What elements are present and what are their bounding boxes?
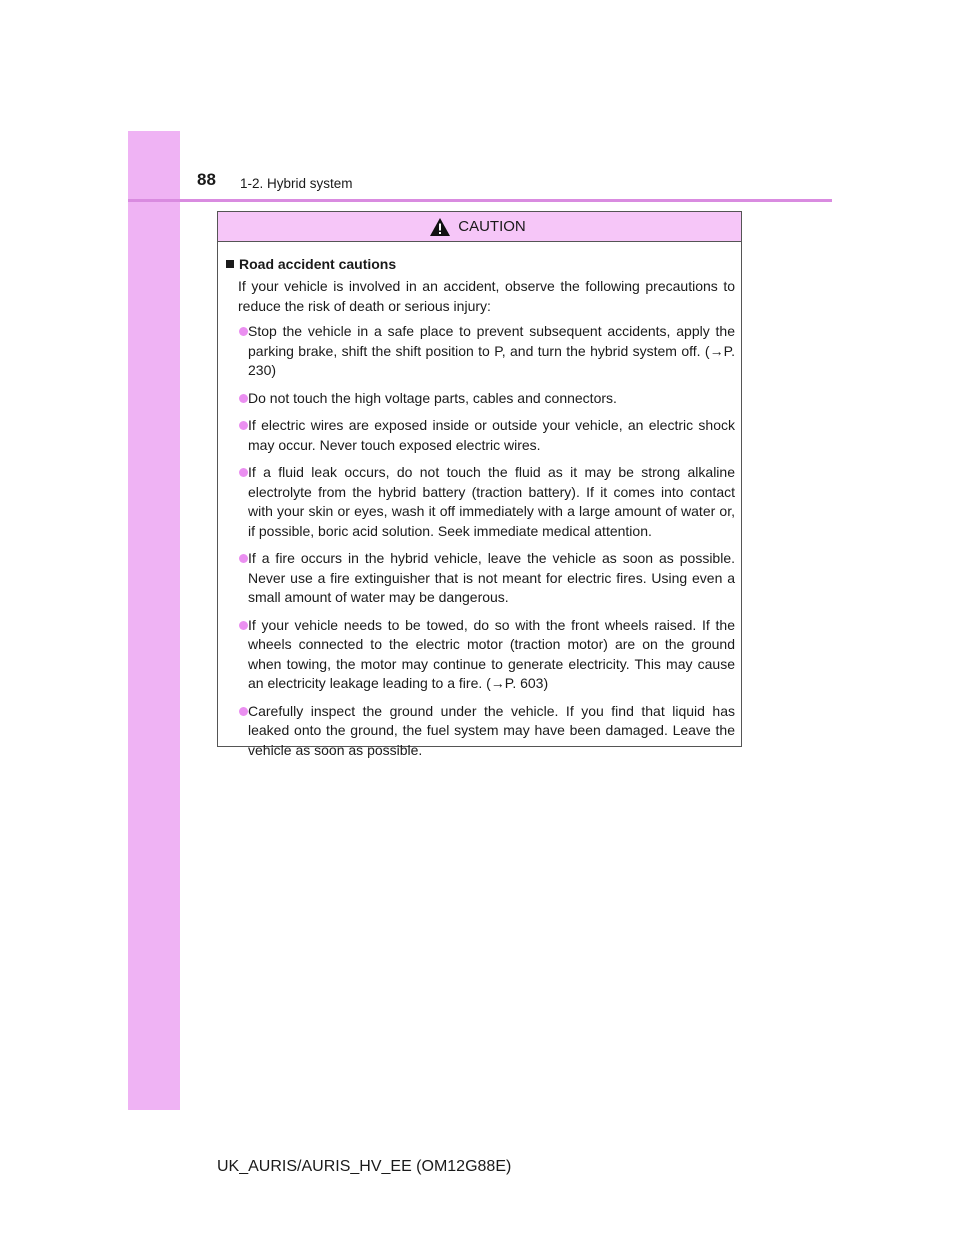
bullet-dot-icon	[239, 707, 248, 716]
caution-heading-text: Road accident cautions	[239, 256, 397, 272]
bullet-dot-icon	[239, 394, 248, 403]
bullet-dot-icon	[239, 327, 248, 336]
caution-box	[217, 211, 742, 758]
bullet-text: If a fluid leak occurs, do not touch the fluid as it may be strong alkaline electrolyte from the hybrid battery (traction battery). If it comes into contact with your skin or eyes, wash it off immediately with a large amount of water or, if possible, boric acid solution. Seek immediate medical attention.	[248, 464, 735, 539]
bullet-item	[226, 549, 735, 608]
bullet-item	[226, 702, 735, 761]
bullet-text: If a fire occurs in the hybrid vehicle, leave the vehicle as soon as possible. Never use a fire extinguisher that is not meant for electric fires. Using even a small amount of water may be dangerous.	[248, 550, 735, 605]
bullet-item	[226, 322, 735, 381]
bullet-text: Carefully inspect the ground under the vehicle. If you find that liquid has leaked onto the ground, the fuel system may have been damaged. Leave the vehicle as soon as possible.	[248, 702, 735, 758]
caution-bullet-list	[226, 322, 735, 760]
side-tab-band	[128, 131, 180, 1110]
section-title: 1-2. Hybrid system	[240, 176, 353, 191]
bullet-text: Stop the vehicle in a safe place to prevent subsequent accidents, apply the parking brake, shift the shift position to P, and turn the hybrid system off. (→P. 230)	[248, 323, 735, 378]
caution-intro: If your vehicle is involved in an accident, observe the following precautions to reduce the risk of death or serious injury:	[238, 278, 735, 314]
bullet-text: If electric wires are exposed inside or outside your vehicle, an electric shock may occur. Never touch exposed electric wires.	[248, 417, 735, 453]
bullet-item	[226, 389, 735, 409]
square-bullet-icon	[226, 260, 234, 268]
caution-header	[218, 212, 741, 242]
header-divider	[128, 199, 832, 202]
page-number: 88	[197, 170, 216, 189]
caution-body	[218, 242, 741, 760]
bullet-dot-icon	[239, 468, 248, 477]
bullet-item	[226, 416, 735, 455]
bullet-dot-icon	[239, 621, 248, 630]
document-code-footer: UK_AURIS/AURIS_HV_EE (OM12G88E)	[217, 1158, 512, 1175]
bullet-dot-icon	[239, 421, 248, 430]
caution-heading	[226, 254, 735, 274]
bullet-text: If your vehicle needs to be towed, do so with the front wheels raised. If the wheels connected to the electric motor (traction motor) are on the ground when towing, the motor may continue to generate electricity. This may cause an electricity leakage leading to a fire. (→P. 603)	[248, 616, 735, 691]
caution-title: CAUTION	[458, 218, 526, 235]
bullet-item	[226, 616, 735, 694]
bullet-item	[226, 463, 735, 541]
bullet-dot-icon	[239, 554, 248, 563]
bullet-text: Do not touch the high voltage parts, cables and connectors.	[248, 389, 617, 406]
warning-triangle-icon	[429, 217, 451, 237]
